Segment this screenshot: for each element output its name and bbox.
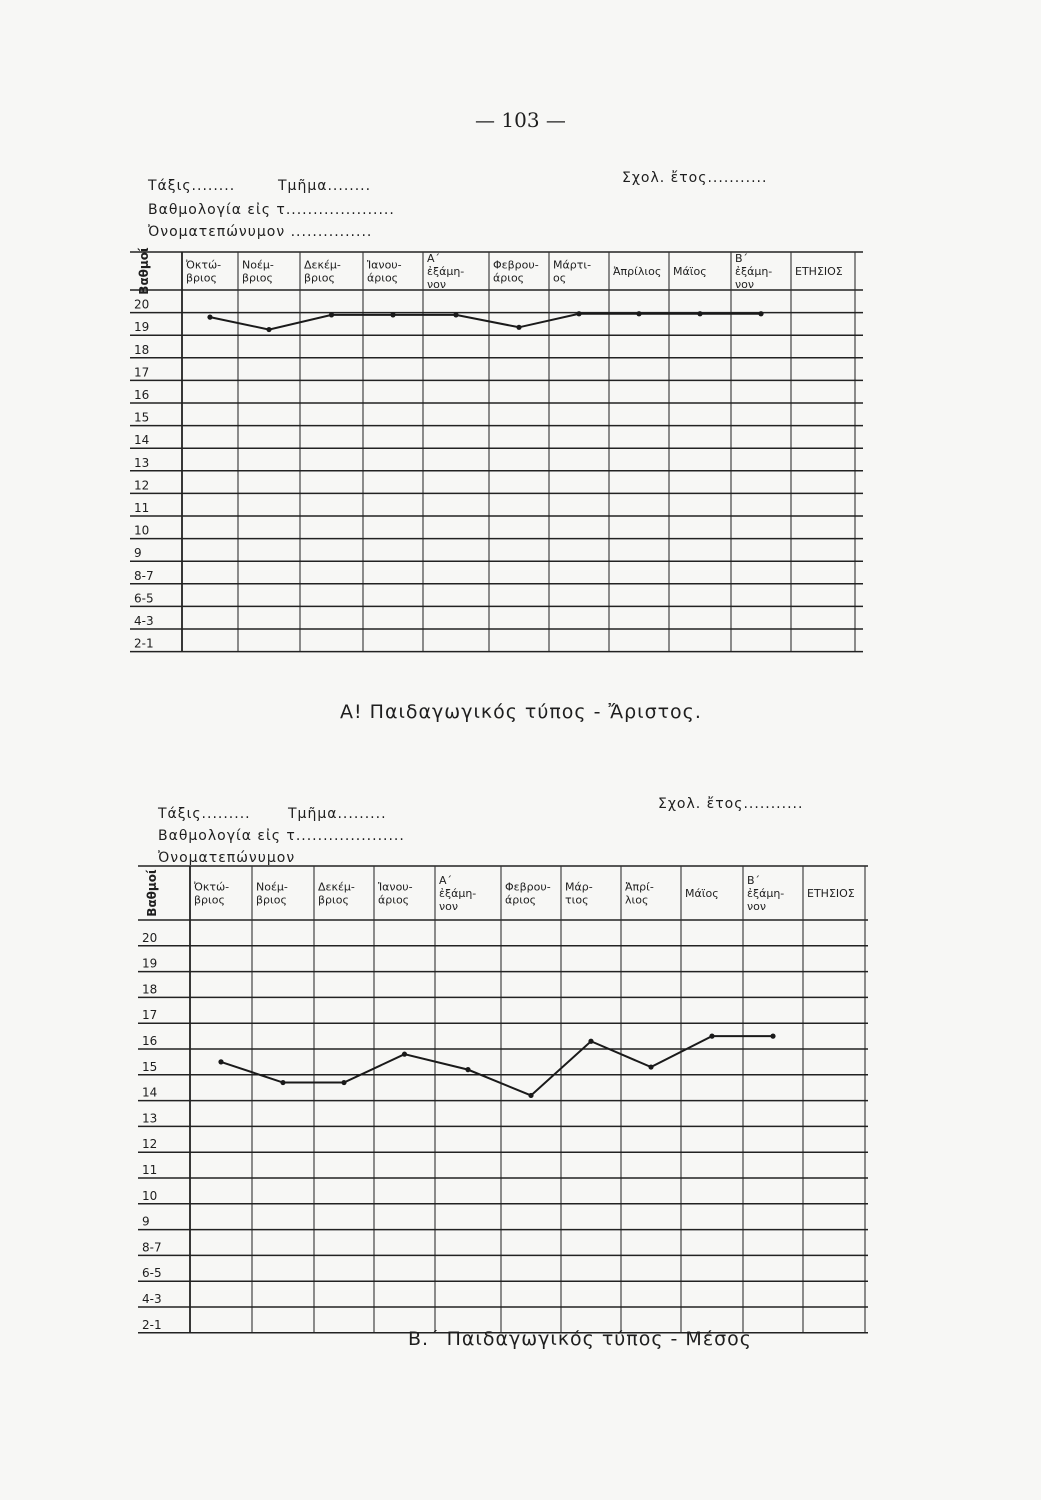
grade-tick-label: 17 bbox=[142, 1008, 158, 1023]
page-number: — 103 — bbox=[475, 108, 566, 132]
grade-tick-label: 20 bbox=[134, 297, 150, 312]
column-header-label: Φεβρου- bbox=[505, 880, 551, 894]
grade-tick-label: 11 bbox=[142, 1163, 158, 1177]
column-header-label: ΕΤΗΣΙΟΣ bbox=[807, 887, 855, 900]
grade-tick-label: 2-1 bbox=[134, 636, 154, 651]
axis-header: Βαθμοί bbox=[145, 869, 159, 917]
column-header-label: νον bbox=[747, 900, 767, 913]
column-header-label: βριος bbox=[304, 271, 335, 285]
grade-tick-label: 16 bbox=[134, 388, 150, 402]
grade-tick-label: 19 bbox=[134, 320, 150, 335]
grade-point bbox=[453, 312, 458, 317]
school-year-label: Σχολ. ἔτος........... bbox=[622, 170, 768, 186]
grade-point bbox=[207, 315, 212, 320]
column-header-label: νον bbox=[735, 278, 755, 291]
chart-caption: Α! Παιδαγωγικός τύπος - Ἄριστος. bbox=[340, 701, 702, 723]
grade-tick-label: 15 bbox=[142, 1059, 158, 1074]
name-label: Ὀνοματεπώνυμον ............... bbox=[148, 224, 373, 240]
grade-point bbox=[697, 311, 702, 316]
column-header-label: Ἰανου- bbox=[367, 258, 402, 272]
column-header-label: Α΄ bbox=[439, 874, 453, 887]
grade-tick-label: 14 bbox=[142, 1085, 158, 1100]
column-header-label: Νοέμ- bbox=[256, 880, 288, 894]
grade-point bbox=[516, 325, 521, 330]
grade-tick-label: 4-3 bbox=[142, 1292, 162, 1306]
axis-header: Βαθμοί bbox=[137, 247, 151, 295]
grade-point bbox=[758, 311, 763, 316]
grade-tick-label: 13 bbox=[142, 1111, 158, 1126]
grade-tick-label: 6-5 bbox=[142, 1266, 162, 1281]
column-header-label: ἐξάμη- bbox=[747, 887, 785, 900]
grade-tick-label: 11 bbox=[134, 501, 150, 515]
grade-line-series bbox=[210, 314, 761, 330]
grade-point bbox=[266, 327, 271, 332]
column-header-label: άριος bbox=[493, 271, 525, 285]
column-header-label: Β΄ bbox=[747, 874, 761, 887]
column-header-label: ἐξάμη- bbox=[439, 887, 477, 900]
grade-tick-label: 18 bbox=[134, 342, 150, 357]
grade-tick-label: 16 bbox=[142, 1034, 158, 1048]
school-year-label: Σχολ. ἔτος........... bbox=[658, 796, 804, 812]
column-header-label: Β΄ bbox=[735, 252, 749, 265]
column-header-label: Νοέμ- bbox=[242, 258, 274, 272]
grade-tick-label: 20 bbox=[142, 930, 158, 945]
grade-tick-label: 6-5 bbox=[134, 591, 154, 606]
column-header-label: τιος bbox=[565, 893, 589, 907]
grade-point bbox=[390, 312, 395, 317]
grade-tick-label: 8-7 bbox=[134, 568, 154, 583]
grade-tick-label: 12 bbox=[134, 478, 150, 493]
grade-tick-label: 8-7 bbox=[142, 1240, 162, 1255]
column-header-label: άριος bbox=[378, 893, 410, 907]
column-header-label: Ὀκτώ- bbox=[194, 880, 230, 894]
column-header-label: βριος bbox=[318, 893, 349, 907]
subject-label: Βαθμολογία εἰς τ.................... bbox=[148, 202, 395, 218]
column-header-label: βριος bbox=[194, 893, 225, 907]
grade-tick-label: 15 bbox=[134, 410, 150, 425]
section-label: Τμῆμα........ bbox=[278, 178, 372, 194]
section-label: Τμῆμα......... bbox=[288, 806, 387, 822]
column-header-label: Ὀκτώ- bbox=[186, 258, 222, 272]
column-header-label: Ἀπρί- bbox=[625, 880, 654, 894]
column-header-label: βριος bbox=[186, 271, 217, 285]
column-header-label: Μάϊος bbox=[673, 265, 707, 278]
column-header-label: βριος bbox=[242, 271, 273, 285]
class-label: Τάξις........ bbox=[148, 178, 236, 194]
grade-tick-label: 14 bbox=[134, 433, 150, 448]
grade-tick-label: 17 bbox=[134, 365, 150, 380]
column-header-label: Μάρτι- bbox=[553, 258, 592, 272]
grade-tick-label: 2-1 bbox=[142, 1317, 162, 1332]
column-header-label: Δεκέμ- bbox=[318, 880, 355, 894]
column-header-label: άριος bbox=[505, 893, 537, 907]
grade-point bbox=[576, 311, 581, 316]
column-header-label: ος bbox=[553, 271, 567, 285]
chart-caption: Β.΄ Παιδαγωγικός τύπος - Μέσος bbox=[408, 1328, 752, 1350]
grade-tick-label: 9 bbox=[134, 546, 142, 561]
grade-tick-label: 18 bbox=[142, 982, 158, 997]
column-header-label: Ἀπρίλιος bbox=[613, 265, 662, 278]
column-header-label: λιος bbox=[625, 893, 649, 907]
column-header-label: Δεκέμ- bbox=[304, 258, 341, 272]
column-header-label: Μάϊος bbox=[685, 887, 719, 900]
name-label: Ὀνοματεπώνυμον bbox=[158, 850, 296, 866]
column-header-label: ἐξάμη- bbox=[427, 265, 465, 278]
column-header-label: Μάρ- bbox=[565, 880, 593, 894]
grade-tick-label: 19 bbox=[142, 956, 158, 971]
grade-tick-label: 13 bbox=[134, 455, 150, 470]
column-header-label: Α΄ bbox=[427, 252, 441, 265]
column-header-label: βριος bbox=[256, 893, 287, 907]
column-header-label: νον bbox=[439, 900, 459, 913]
grade-point bbox=[329, 312, 334, 317]
grade-tick-label: 12 bbox=[142, 1137, 158, 1152]
column-header-label: νον bbox=[427, 278, 447, 291]
column-header-label: ΕΤΗΣΙΟΣ bbox=[795, 265, 843, 278]
grade-tick-label: 9 bbox=[142, 1214, 150, 1229]
column-header-label: ἐξάμη- bbox=[735, 265, 773, 278]
subject-label: Βαθμολογία εἰς τ.................... bbox=[158, 828, 405, 844]
grade-tick-label: 10 bbox=[134, 523, 150, 538]
column-header-label: άριος bbox=[367, 271, 399, 285]
class-label: Τάξις......... bbox=[158, 806, 251, 822]
grade-point bbox=[636, 311, 641, 316]
column-header-label: Φεβρου- bbox=[493, 258, 539, 272]
grade-tick-label: 10 bbox=[142, 1188, 158, 1203]
grade-tick-label: 4-3 bbox=[134, 614, 154, 628]
column-header-label: Ἰανου- bbox=[378, 880, 413, 894]
